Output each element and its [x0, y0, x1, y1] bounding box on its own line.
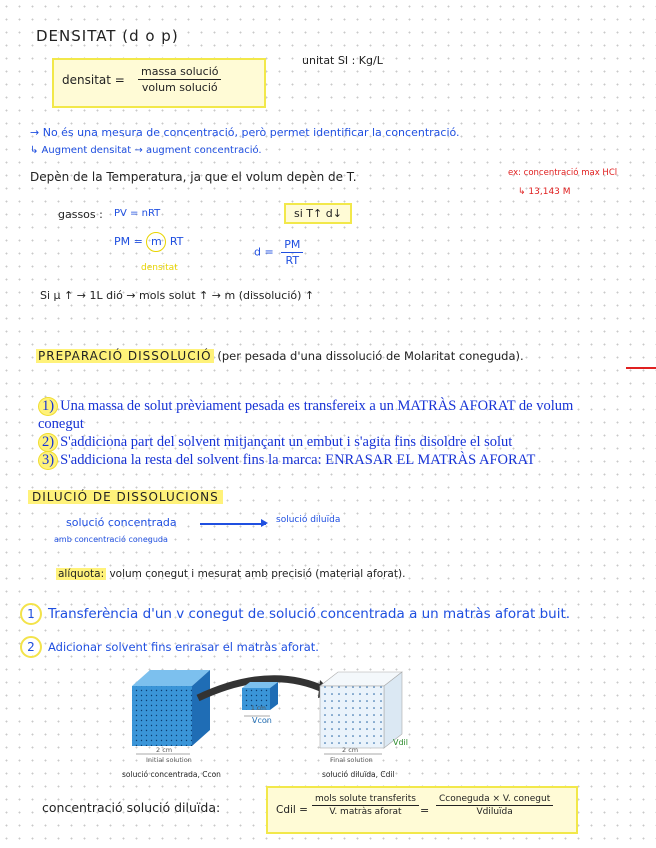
step-1-text: Una massa de solut prèviament pesada es transfereix a un MATRÀS AFORAT de volum conegut	[38, 398, 574, 432]
fraction-2	[436, 794, 553, 817]
diluted-cube	[320, 672, 402, 748]
hcl-value: ↳ 13,143 M	[518, 187, 571, 197]
step-2-number: 2)	[38, 433, 58, 452]
pm-rt: RT	[169, 235, 184, 248]
d-numerator: PM	[281, 238, 303, 253]
temperature-line: Depèn de la Temperatura, ja que el volum depèn de T.	[30, 170, 357, 184]
conc-sublabel: amb concentració coneguda	[54, 535, 168, 544]
pm-m: m	[146, 232, 166, 252]
left-dim: 2 cm	[156, 746, 173, 754]
aliquota-text: volum conegut i mesurat amb precisió (material aforat).	[106, 568, 406, 580]
step-2	[38, 433, 512, 452]
dil-step-2-text: Adicionar solvent fins enrasar el matràs aforat.	[48, 640, 319, 654]
final-label: concentració solució diluïda:	[42, 800, 221, 815]
gasos-equation: PV = nRT	[114, 208, 161, 219]
hcl-note: ex: concentració max HCl	[508, 168, 618, 178]
mid-dim: 1 cm	[251, 705, 266, 712]
gasos-label: gassos :	[58, 208, 103, 221]
densitat-annotation: densitat	[141, 263, 178, 273]
fraction-1	[312, 794, 419, 817]
equals-sign: =	[420, 804, 430, 817]
concentrated-cube	[132, 670, 210, 746]
conc-arrow	[200, 523, 266, 525]
temperature-box: si T↑ d↓	[284, 203, 352, 224]
dil-step-1	[20, 603, 570, 625]
dil-step-1-text: Transferència d'un v conegut de solució concentrada a un matràs aforat buit.	[48, 606, 571, 622]
mid-label: Vcon	[252, 716, 272, 725]
red-underline	[626, 367, 656, 369]
step-3-number: 3)	[38, 451, 58, 470]
preparacio-title	[36, 349, 524, 363]
unit-si: unitat SI : Kg/L	[302, 54, 383, 67]
right-label: Vdil	[393, 738, 408, 747]
formula-lhs: densitat =	[62, 73, 125, 87]
fraction-2-den: Vdiluïda	[476, 807, 513, 817]
dil-step-1-number: 1	[20, 603, 42, 625]
note-augment: ↳ Augment densitat → augment concentració.	[30, 145, 262, 156]
dil-step-2	[20, 636, 319, 658]
right-caption: Final solution	[330, 756, 373, 764]
arrow-head-icon	[261, 519, 268, 527]
d-denominator: RT	[285, 254, 300, 267]
fraction-2-num: Cconeguda × V. conegut	[436, 794, 553, 806]
step-1	[38, 397, 598, 433]
formula-denominator: volum solució	[141, 81, 218, 94]
preparacio-heading: PREPARACIÓ DISSOLUCIÓ	[38, 349, 212, 363]
left-caption: Initial solution	[146, 756, 192, 764]
aliquota-line	[56, 568, 405, 580]
step-3	[38, 451, 535, 470]
d-lhs: d =	[254, 245, 274, 259]
pm-lhs: PM =	[114, 235, 147, 248]
note-concentracio: → No és una mesura de concentració, però permet identificar la concentració.	[30, 126, 460, 139]
aliquota-label: alíquota:	[58, 568, 105, 580]
densitat-title: DENSITAT (d o p)	[36, 27, 179, 45]
fraction-1-num: mols solute transferits	[312, 794, 419, 806]
formula-numerator: massa solució	[138, 65, 221, 80]
step-1-number: 1)	[38, 397, 58, 416]
fraction-1-den: V. matràs aforat	[329, 807, 402, 817]
dilucio-title	[28, 490, 223, 504]
conc-label: solució concentrada	[66, 516, 177, 529]
mu-line: Si μ ↑ → 1L dió → mols solut ↑ → m (dissolució) ↑	[40, 289, 315, 302]
d-formula	[254, 238, 303, 267]
formula-fraction	[138, 65, 221, 94]
dil-label: solució diluïda	[276, 515, 341, 525]
preparacio-subtitle: (per pesada d'una dissolució de Molaritat coneguda).	[217, 349, 524, 363]
left-below: solució concentrada, Ccon	[122, 770, 221, 779]
densitat-formula-box	[52, 58, 266, 108]
dilucio-heading: DILUCIÓ DE DISSOLUCIONS	[28, 490, 223, 504]
step-2-text: S'addiciona part del solvent mitjançant un embut i s'agita fins disoldre el solut	[60, 434, 513, 450]
pm-equation	[114, 232, 183, 252]
right-dim: 2 cm	[342, 746, 359, 754]
right-below: solució diluïda, Cdil	[322, 770, 395, 779]
step-3-text: S'addiciona la resta del solvent fins la marca: ENRASAR EL MATRÀS AFORAT	[60, 452, 536, 468]
dil-step-2-number: 2	[20, 636, 42, 658]
final-formula-box	[266, 786, 578, 834]
cdil-lhs: Cdil =	[276, 804, 308, 816]
